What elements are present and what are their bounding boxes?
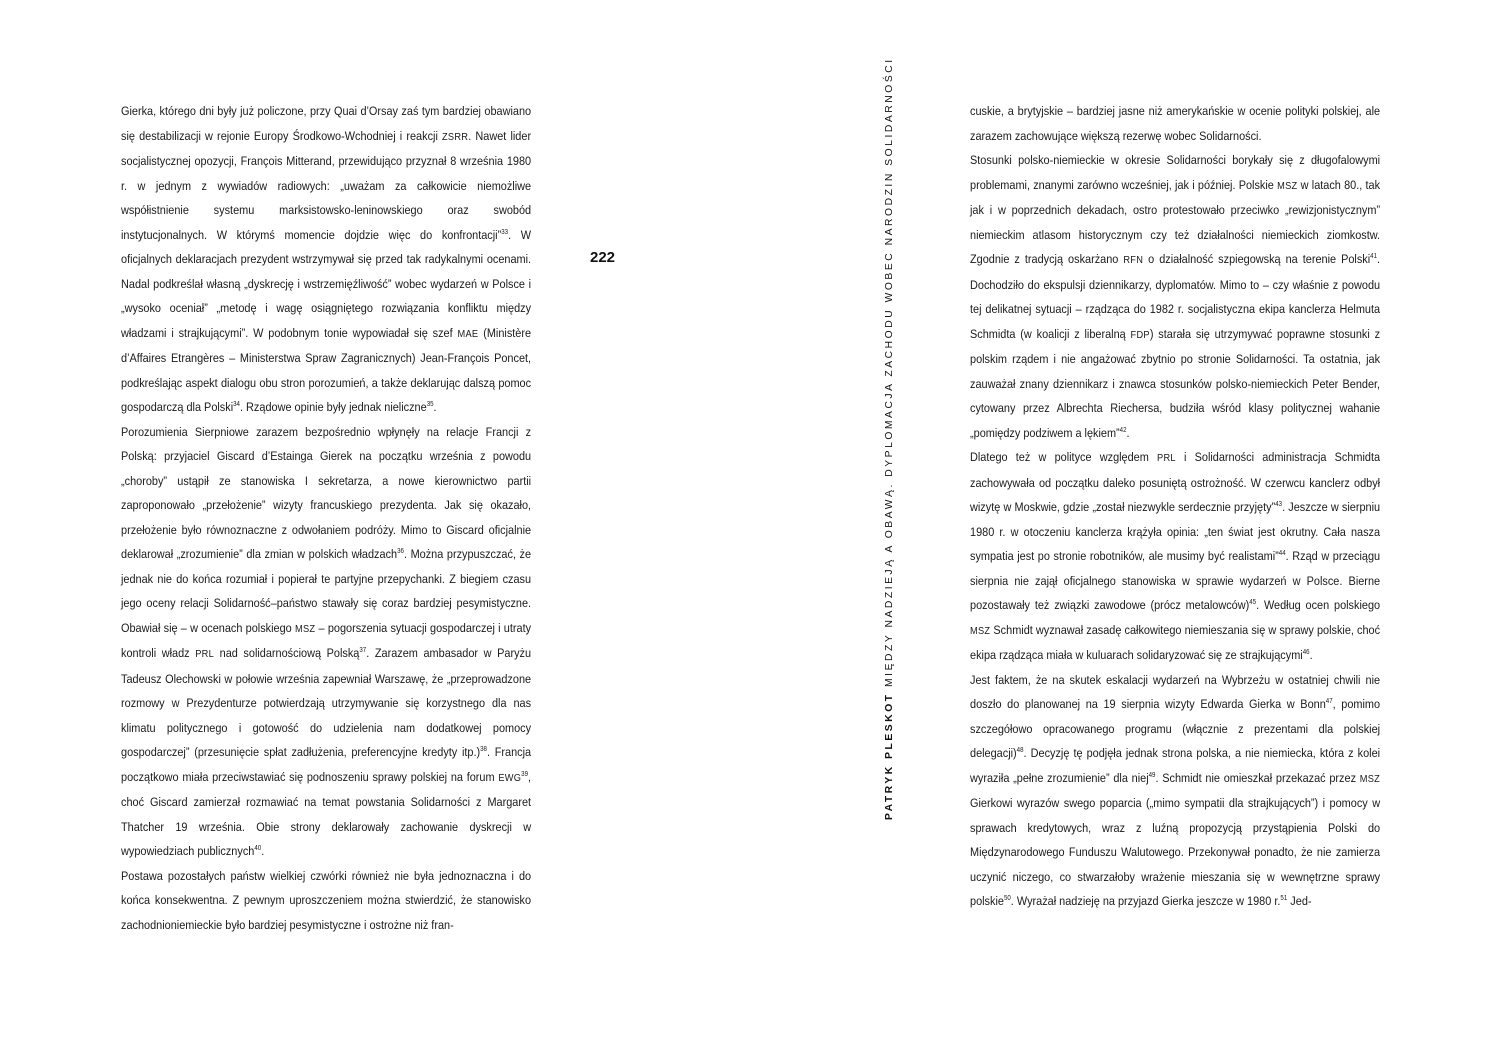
text-run: . Można przypuszczać, że jednak nie do końca rozumiał i popierał te partyjne przepychanki. Z biegiem czasu jego oceny relacji Solidarność–państwo stawały się coraz bardziej pesymistyczne. Obawiał się – w ocenach polskiego — [121, 547, 532, 635]
page-number: 222 — [590, 249, 616, 266]
text-run: . Według ocen polskiego — [1256, 598, 1381, 612]
text-run: . Rząd w przeciągu sierpnia nie zajął oficjalnego stanowiska w sprawie wydarzeń w Polsce. Bierne pozostawały też związki zawodowe (prócz metalowców) — [970, 549, 1381, 612]
footnote-ref: 36 — [397, 548, 404, 555]
text-run: . — [1309, 648, 1313, 662]
text-run: Stosunki polsko-niemieckie w okresie Solidarności borykały się z długofalowymi problemami, znanymi zarówno wcześniej, jak i później. Polskie — [970, 153, 1381, 192]
text-run: Gierkowi wyrazów swego poparcia („mimo sympatii dla strajkujących”) i pomocy w sprawach kredytowych, wraz z luźną propozycją przystąpienia Polski do Międzynarodowego Funduszu Walutowego. Przekonywał ponadto, że nie zamierza uczynić niczego, co stwarzałoby wrażenie mieszania się w wewnętrzne sprawy polskie — [970, 796, 1381, 908]
text-run: i Solidarności administracja Schmidta zachowywała od początku daleko posuniętą ostrożność. W czerwcu kanclerz odbył wizytę w Moskwie, gdzie „został niezwykle serdecznie przyjęty” — [970, 450, 1381, 514]
paragraph — [970, 99, 1380, 148]
acronym: PRL — [195, 648, 215, 660]
left-column-text — [121, 99, 531, 937]
text-run: Jest faktem, że na skutek eskalacji wydarzeń na Wybrzeżu w ostatniej chwili nie doszło do planowanej na 19 sierpnia wizyty Edwarda Gierka w Bonn — [970, 672, 1381, 711]
text-run: . Jeszcze w sierpniu 1980 r. w otoczeniu kanclerza krążyła opinia: „ten świat jest okrutny. Cała nasza sympatia jest po stronie robotników, ale musimy być realistami” — [970, 500, 1381, 563]
paragraph — [121, 864, 531, 938]
text-run: . — [261, 844, 265, 858]
footnote-ref: 40 — [254, 845, 262, 852]
acronym: MSZ — [1277, 179, 1298, 192]
running-head-title: MIĘDZY NADZIEJĄ A OBAWĄ. DYPLOMACJA ZACHODU WOBEC NARODZIN SOLIDARNOŚCI — [884, 57, 895, 687]
acronym: MSZ — [1359, 772, 1381, 785]
text-run: . — [1126, 425, 1130, 440]
footnote-ref: 45 — [1249, 599, 1257, 606]
footnote-ref: 50 — [1003, 895, 1011, 902]
text-run: . Rządowe opinie były jednak nieliczne — [239, 400, 427, 414]
acronym: ZSRR — [442, 130, 469, 143]
right-column-text — [970, 99, 1380, 914]
footnote-ref: 38 — [480, 746, 487, 753]
text-run: – pogorszenia sytuacji gospodarczej i utraty kontroli władz — [121, 620, 532, 660]
text-run: . Francja początkowo miała przeciwstawiać się podnoszeniu sprawy polskiej na forum — [121, 745, 532, 784]
paragraph — [970, 668, 1380, 914]
footnote-ref: 44 — [1278, 550, 1286, 557]
running-head — [884, 57, 895, 820]
footnote-ref: 46 — [1302, 649, 1310, 656]
running-head-author: PATRYK PLESKOT — [884, 692, 895, 820]
footnote-ref: 42 — [1119, 426, 1127, 434]
paragraph — [970, 148, 1380, 445]
acronym: RFN — [1123, 254, 1144, 266]
text-run: (Ministère d’Affaires Etrangères – Ministerstwa Spraw Zagranicznych) Jean-François Poncet, podkreślając aspekt dialogu obu stron porozumień, a także deklarując dalszą pomoc gospodarczą dla Polski — [121, 325, 532, 414]
text-run: Jed- — [1287, 894, 1312, 908]
text-run: . Zarazem ambasador w Paryżu Tadeusz Olechowski w połowie września zapewniał Warszawę, że „przeprowadzone rozmowy w Prezydenturze potwierdzają utrzymywanie się korzystnego dla nas klimatu politycznego i gotowość do udzielenia nam dodatkowej pomocy gospodarczej” (przesunięcie spłat zadłużenia, preferencyjne kredyty itp.) — [121, 646, 532, 759]
footnote-ref: 47 — [1325, 698, 1333, 705]
acronym: PRL — [1157, 452, 1176, 464]
footnote-ref: 34 — [233, 401, 240, 408]
footnote-ref: 43 — [1275, 501, 1283, 508]
text-run: . Dochodziło do ekspulsji dziennikarzy, dyplomatów. Mimo to – czy właśnie z powodu tej delikatnej sytuacji – rządząca do 1982 r. socjalistyczna ekipa kanclerza Helmuta Schmidta (w koalicji z liberalną — [970, 252, 1381, 341]
text-run: Gierka, którego dni były już policzone, przy Quai d’Orsay zaś tym bardziej obawiano się destabilizacji w rejonie Europy Środkowo-Wchodniej i reakcji — [121, 104, 532, 143]
text-run: Schmidt wyznawał zasadę całkowitego niemieszania się w sprawy polskie, choć ekipa rządząca miała w kuluarach solidaryzować się ze strajkującymi — [970, 622, 1381, 662]
text-run: Postawa pozostałych państw wielkiej czwórki również nie była jednoznaczna i do końca konsekwentna. Z pewnym uproszczeniem można stwierdzić, że stanowisko zachodnioniemieckie było bardziej pesymistyczne i ostrożne niż fran- — [121, 868, 532, 932]
acronym: EWG — [498, 771, 522, 784]
footnote-ref: 35 — [426, 401, 434, 408]
text-run: cuskie, a brytyjskie – bardziej jasne niż amerykańskie w ocenie polityki polskiej, ale zarazem zachowujące większą rezerwę wobec Solidarności. — [970, 104, 1381, 143]
text-run: . Schmidt nie omieszkał przekazać przez — [1155, 770, 1360, 785]
acronym: MSZ — [294, 622, 316, 635]
footnote-ref: 33 — [501, 228, 509, 236]
text-run: . W oficjalnych deklaracjach prezydent wstrzymywał się przed tak radykalnymi ocenami. Nadal podkreślał własną „dyskrecję i wstrzemięźliwość” wobec wydarzeń w Polsce i „wysoko oceniał” „metodę i wagę osiągniętego rozwiązania konfliktu między władzami i strajkującymi”. W podobnym tonie wypowiadał się szef — [121, 227, 532, 340]
text-run: w latach 80., tak jak i w poprzednich dekadach, ostro protestowało przeciwko „rewizjonistycznym” niemieckim atlasom historycznym czy też działalności niemieckich ziomkostw. Zgodnie z tradycją oskarżano — [970, 177, 1381, 266]
text-run: , choć Giscard zamierzał rozmawiać na temat powstania Solidarności z Margaret Thatcher 19 września. Obie strony deklarowały zachowanie dyskrecji w wypowiedziach publicznych — [121, 769, 532, 858]
acronym: MAE — [457, 327, 479, 340]
text-run: Dlatego też w polityce względem — [970, 450, 1158, 464]
text-run: . Nawet lider socjalistycznej opozycji, François Mitterand, przewidująco przyznał 8 września 1980 r. w jednym z wywiadów radiowych: „uważam za całkowicie niemożliwe współistnienie systemu marksistowsko-leninowskiego oraz swobód instytucjonalnych. W którymś momencie dojdzie więc do konfrontacji” — [121, 128, 532, 242]
footnote-ref: 39 — [521, 770, 529, 778]
text-run: , pomimo szczegółowo opracowanego programu (włącznie z prezentami dla polskiej delegacji) — [970, 697, 1381, 760]
text-run: . Decyzję tę podjęła jednak strona polska, a nie niemiecka, która z kolei wyraziła „pełne zrozumienie” dla niej — [970, 746, 1381, 785]
footnote-ref: 48 — [1016, 747, 1024, 754]
paragraph — [970, 445, 1380, 668]
footnote-ref: 41 — [1370, 253, 1378, 260]
text-run: ) starała się utrzymywać poprawne stosunki z polskim rządem i nie angażować zbytnio po stronie Solidarności. Ta ostatnia, jak zauważał znany dziennikarz i znawca stosunków polsko-niemieckich Peter Bender, cytowany przez Albrechta Riechersa, budziła wśród klasy politycznej wahanie „pomiędzy podziwem a lękiem” — [970, 326, 1381, 440]
footnote-ref: 49 — [1148, 771, 1156, 779]
text-run: . Wyrażał nadzieję na przyjazd Gierka jeszcze w 1980 r. — [1010, 894, 1281, 908]
acronym: FDP — [1130, 328, 1150, 341]
paragraph — [121, 420, 531, 864]
acronym: MSZ — [970, 624, 991, 637]
footnote-ref: 37 — [359, 647, 367, 654]
paragraph — [121, 99, 531, 420]
text-run: . — [433, 400, 437, 414]
text-run: Porozumienia Sierpniowe zarazem bezpośrednio wpłynęły na relacje Francji z Polską: przyjaciel Giscard d’Estainga Gierek na początku września z powodu „choroby” ustąpił ze stanowiska I sekretarza, a nowe kierownictwo partii zaproponowało „przełożenie” wizyty francuskiego prezydenta. Jak się okazało, przełożenie było równoznaczne z odwołaniem podróży. Mimo to Giscard oficjalnie deklarował „zrozumienie” dla zmian w polskich władzach — [121, 424, 532, 561]
footnote-ref: 51 — [1280, 895, 1288, 902]
text-run: nad solidarnościową Polską — [214, 646, 360, 660]
text-run: o działalność szpiegowską na terenie Polski — [1143, 252, 1371, 266]
